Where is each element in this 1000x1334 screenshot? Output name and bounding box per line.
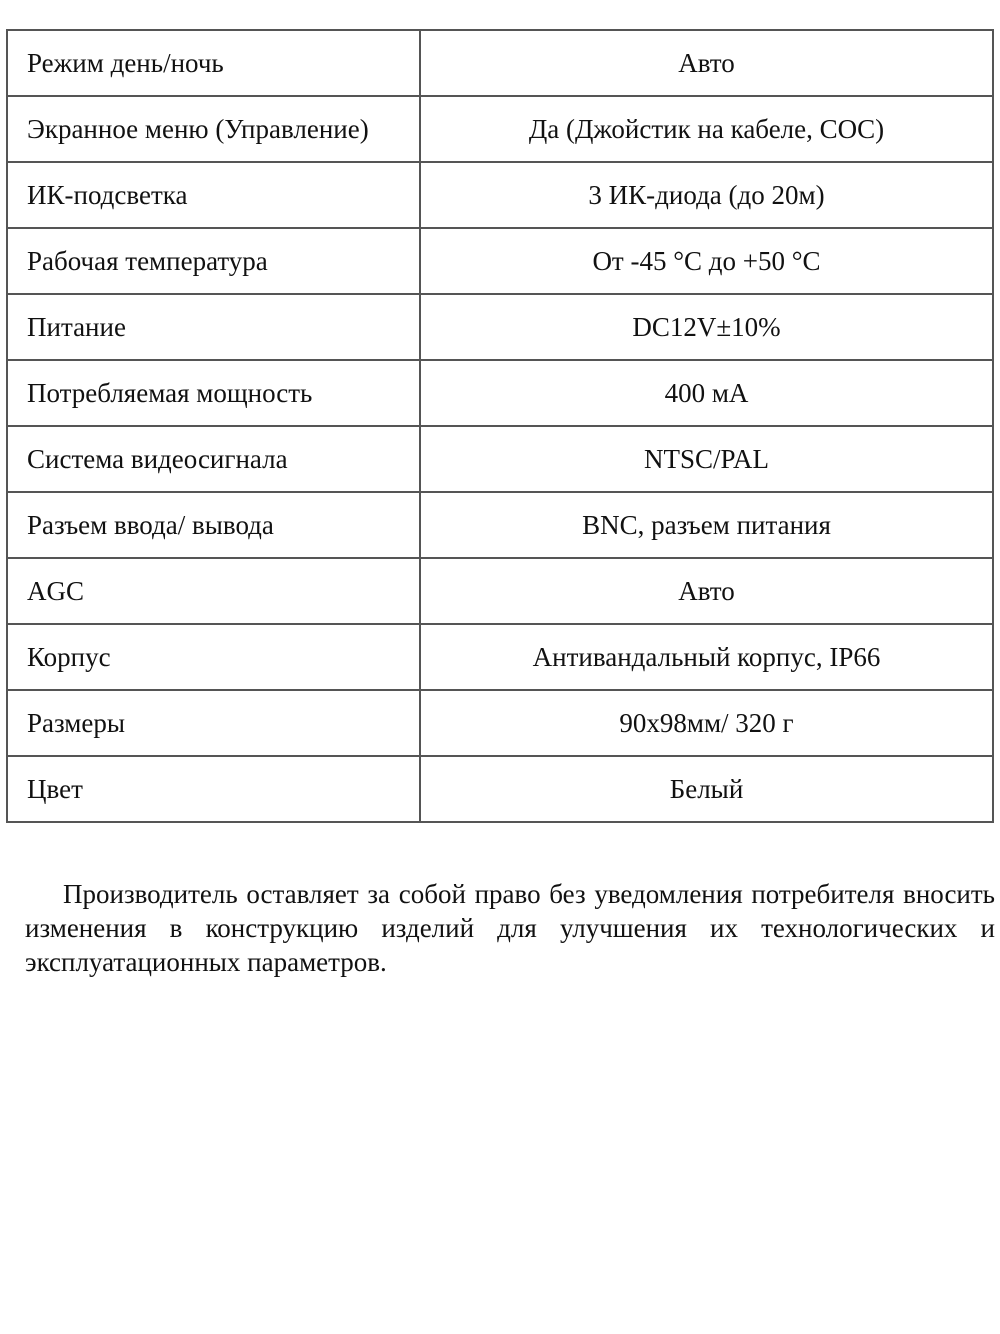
spec-label: Корпус <box>7 624 420 690</box>
spec-value: 400 мА <box>420 360 993 426</box>
table-row <box>7 756 993 822</box>
table-row <box>7 228 993 294</box>
specifications-table <box>6 29 994 823</box>
spec-value: DC12V±10% <box>420 294 993 360</box>
spec-value: От -45 °C до +50 °C <box>420 228 993 294</box>
spec-value: 3 ИК-диода (до 20м) <box>420 162 993 228</box>
spec-label: Режим день/ночь <box>7 30 420 96</box>
table-row <box>7 624 993 690</box>
disclaimer-note: Производитель оставляет за собой право без уведомления потребителя вносить изменения в конструкцию изделий для улучшения их технологических и эксплуатационных параметров. <box>25 879 995 977</box>
spec-value: 90х98мм/ 320 г <box>420 690 993 756</box>
table-row <box>7 426 993 492</box>
spec-value: Да (Джойстик на кабеле, COC) <box>420 96 993 162</box>
table-row <box>7 30 993 96</box>
table-row <box>7 690 993 756</box>
spec-label: Система видеосигнала <box>7 426 420 492</box>
spec-label: Размеры <box>7 690 420 756</box>
spec-label: Цвет <box>7 756 420 822</box>
spec-value: Белый <box>420 756 993 822</box>
spec-value: BNC, разъем питания <box>420 492 993 558</box>
spec-value: Авто <box>420 558 993 624</box>
spec-value: Антивандальный корпус, IP66 <box>420 624 993 690</box>
spec-label: ИК-подсветка <box>7 162 420 228</box>
table-row <box>7 492 993 558</box>
spec-label: Потребляемая мощность <box>7 360 420 426</box>
table-row <box>7 294 993 360</box>
spec-value: Авто <box>420 30 993 96</box>
spec-value: NTSC/PAL <box>420 426 993 492</box>
table-row <box>7 360 993 426</box>
table-row <box>7 558 993 624</box>
spec-label: Разъем ввода/ вывода <box>7 492 420 558</box>
spec-label: AGC <box>7 558 420 624</box>
spec-label: Питание <box>7 294 420 360</box>
spec-label: Рабочая температура <box>7 228 420 294</box>
spec-label: Экранное меню (Управление) <box>7 96 420 162</box>
table-row <box>7 96 993 162</box>
table-row <box>7 162 993 228</box>
